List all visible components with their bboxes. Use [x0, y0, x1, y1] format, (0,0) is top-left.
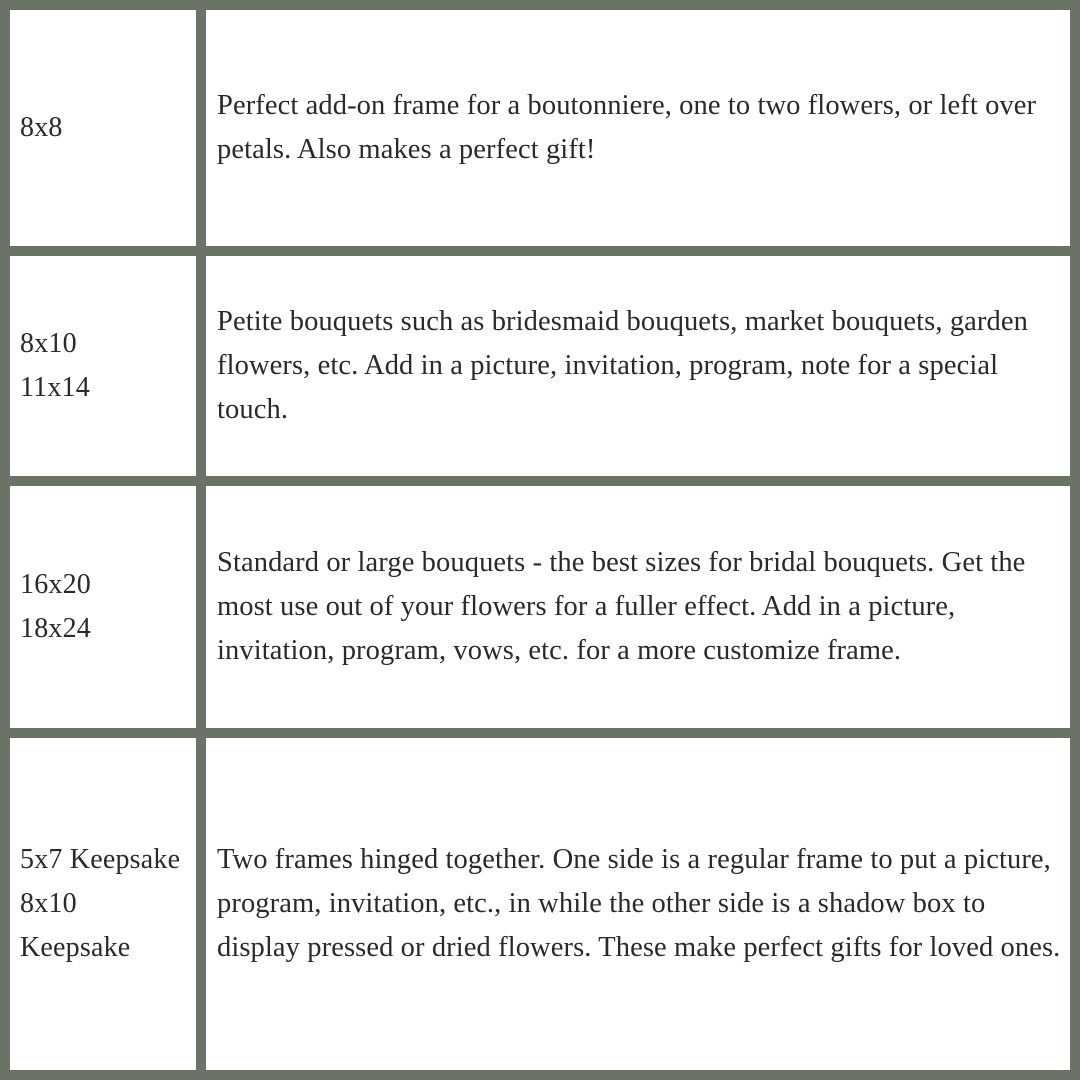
size-cell-8x10-11x14 — [10, 256, 196, 476]
size-label: 16x20 18x24 — [20, 569, 91, 644]
size-cell-keepsake — [10, 738, 196, 1070]
description-cell-8x8 — [206, 10, 1070, 246]
size-description: Petite bouquets such as bridesmaid bouquets, market bouquets, garden flowers, etc. Add in a picture, invitation, program, note for a special touch. — [217, 306, 1028, 425]
size-description: Standard or large bouquets - the best sizes for bridal bouquets. Get the most use out of your flowers for a fuller effect. Add in a picture, invitation, program, vows, etc. for a more customize frame. — [217, 547, 1026, 666]
description-cell-8x10-11x14 — [206, 256, 1070, 476]
size-label: 8x8 — [20, 112, 63, 143]
size-label: 5x7 Keepsake 8x10 Keepsake — [20, 844, 181, 963]
size-description: Perfect add-on frame for a boutonniere, one to two flowers, or left over petals. Also makes a perfect gift! — [217, 90, 1037, 165]
size-label: 8x10 11x14 — [20, 328, 90, 403]
size-description: Two frames hinged together. One side is a regular frame to put a picture, program, invitation, etc., in while the other side is a shadow box to display pressed or dried flowers. These make perfect gifts for loved ones. — [217, 844, 1061, 963]
size-cell-8x8 — [10, 10, 196, 246]
description-cell-16x20-18x24 — [206, 486, 1070, 728]
size-cell-16x20-18x24 — [10, 486, 196, 728]
description-cell-keepsake — [206, 738, 1070, 1070]
